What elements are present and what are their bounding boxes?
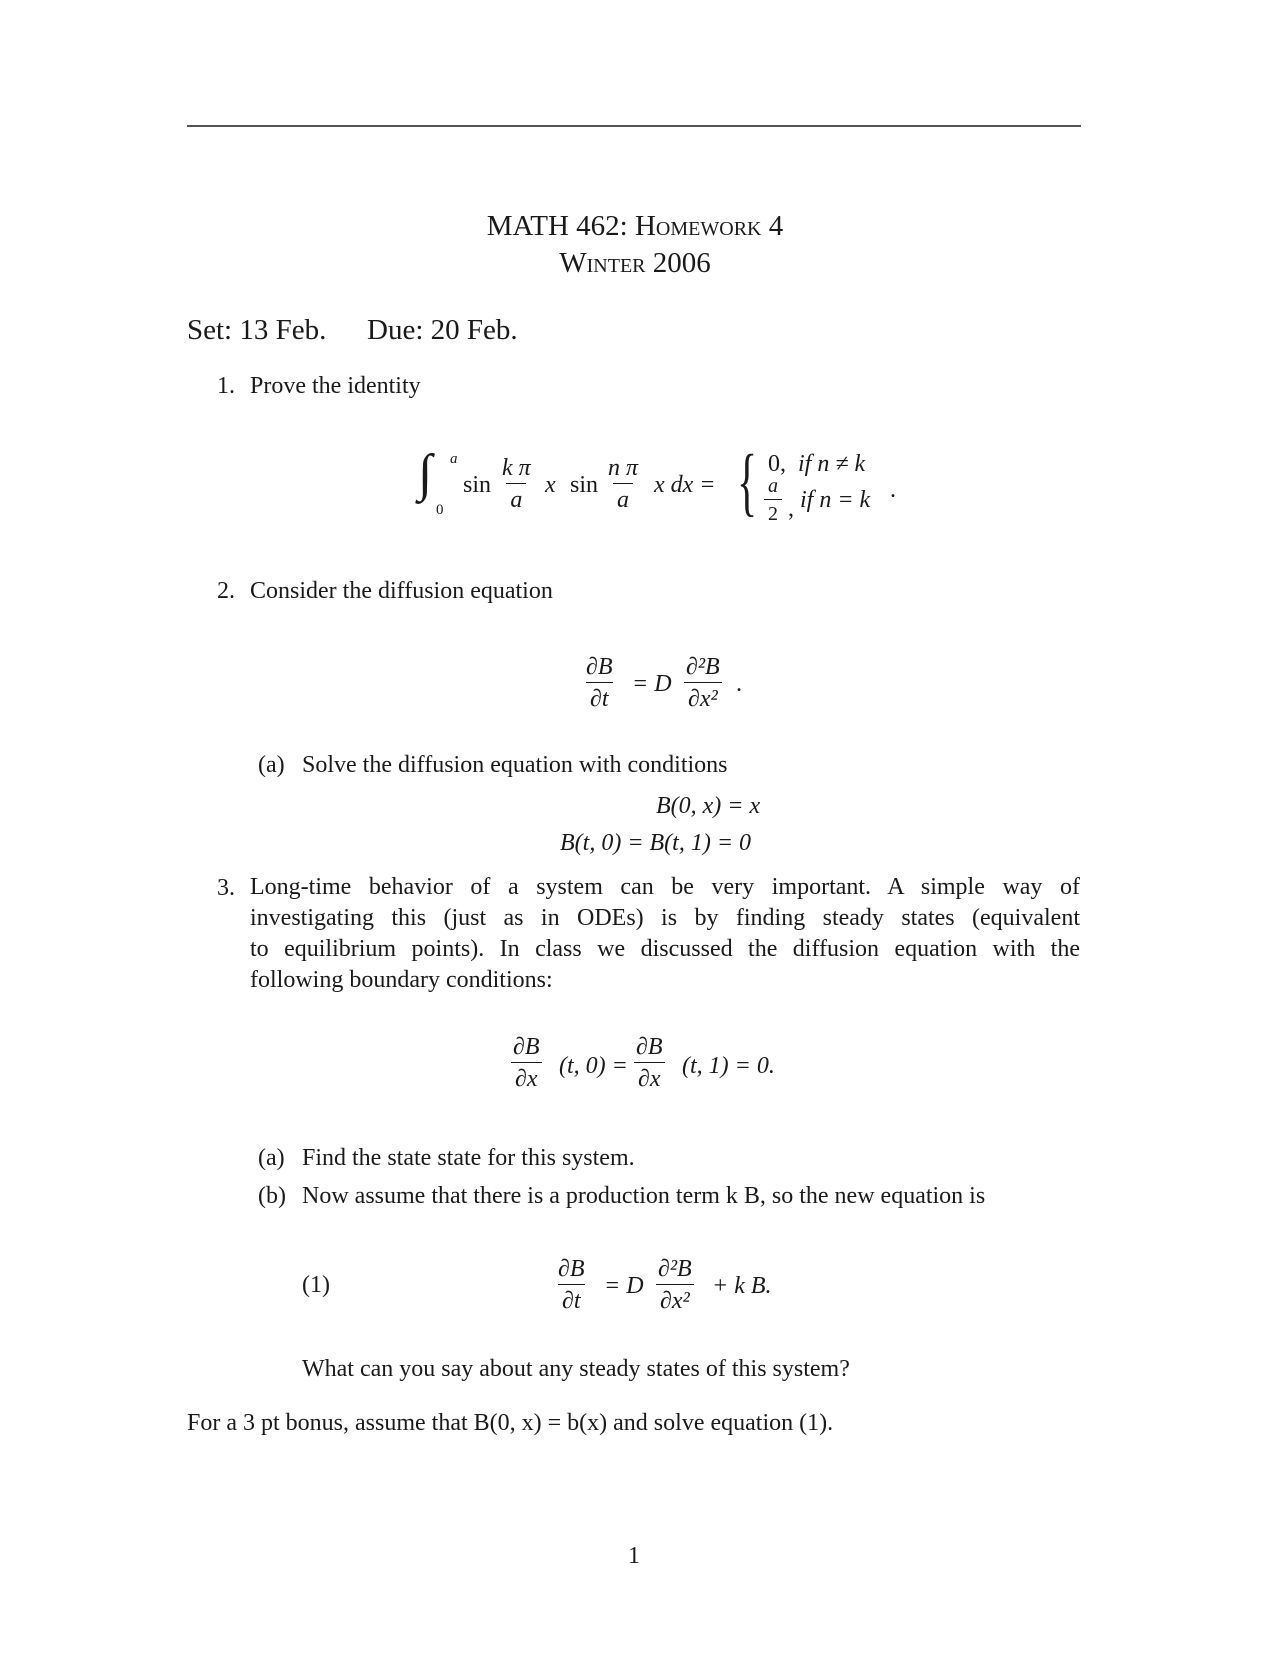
diffusion-rhs-num: ∂²B: [686, 654, 720, 680]
fraction-2: [604, 456, 642, 512]
fraction-2-den: a: [613, 483, 633, 512]
case-2-condition: if n = k: [800, 487, 871, 513]
fraction-1-den: a: [506, 483, 526, 512]
diffusion-period: .: [736, 671, 742, 697]
diffusion-rhs: [682, 655, 724, 711]
diffusion-equals: = D: [632, 671, 672, 697]
diffusion-lhs-num: ∂B: [586, 654, 613, 680]
case-2-den: 2: [764, 499, 782, 524]
diffusion-lhs: [582, 655, 617, 711]
problem-2-text: Consider the diffusion equation: [250, 578, 553, 604]
integral-lower: 0: [436, 502, 444, 518]
due-date: Due: 20 Feb.: [367, 314, 518, 346]
set-date: Set: 13 Feb.: [187, 314, 327, 346]
equation-tag: (1): [302, 1272, 330, 1298]
problem-3b-text: Now assume that there is a production term k B, so the new equation is: [302, 1183, 986, 1209]
problem-3-line-3: to equilibrium points). In class we discussed the diffusion equation with the: [250, 936, 1080, 962]
prod-lhs-num: ∂B: [558, 1256, 585, 1282]
var-x-1: x: [545, 472, 556, 498]
prod-equals: = D: [604, 1273, 644, 1299]
problem-1-text: Prove the identity: [250, 373, 421, 399]
fraction-1: [498, 456, 535, 512]
prod-lhs-den: ∂t: [558, 1284, 585, 1313]
document-title: [0, 212, 1270, 241]
case-1-value: 0,: [768, 451, 786, 477]
problem-3a-label: (a): [258, 1145, 285, 1171]
bc-frac-1-den: ∂x: [511, 1062, 542, 1091]
bc-arg-1: (t, 0) =: [559, 1053, 628, 1079]
title-number: 4: [761, 210, 784, 242]
problem-3-line-1: Long-time behavior of a system can be very important. A simple way of: [250, 874, 1080, 900]
case-1-condition: if n ≠ k: [798, 451, 866, 477]
diffusion-rhs-den: ∂x²: [684, 682, 722, 711]
document-subtitle: [0, 249, 1270, 278]
header-rule: [187, 125, 1081, 127]
problem-3-paragraph: [250, 872, 1080, 996]
case-2-comma: ,: [788, 496, 794, 522]
page-number: 1: [628, 1543, 640, 1569]
boundary-condition: B(t, 0) = B(t, 1) = 0: [560, 830, 752, 856]
problem-3-line-2: investigating this (just as in ODEs) is by finding steady states (equivalent: [250, 905, 1080, 931]
problem-2a-label: (a): [258, 752, 285, 778]
prod-rhs-num: ∂²B: [658, 1256, 692, 1282]
problem-3-number: 3.: [217, 875, 235, 901]
problem-3-line-4: following boundary conditions:: [250, 967, 553, 993]
fraction-2-num: n π: [608, 455, 639, 481]
steady-state-question: What can you say about any steady states of this system?: [302, 1356, 850, 1382]
cases-brace: {: [737, 440, 758, 524]
problem-2-number: 2.: [217, 578, 235, 604]
problem-1-number: 1.: [217, 373, 235, 399]
problem-3a-text: Find the state state for this system.: [302, 1145, 635, 1171]
title-homework: Homework: [634, 210, 762, 242]
title-course: MATH 462:: [486, 210, 635, 242]
problem-3b-label: (b): [258, 1183, 286, 1209]
bc-frac-1-num: ∂B: [513, 1034, 540, 1060]
prod-rhs-den: ∂x²: [656, 1284, 694, 1313]
problem-1-period: .: [890, 477, 896, 503]
subtitle-term: Winter: [559, 247, 646, 279]
bc-arg-2: (t, 1) = 0.: [682, 1053, 775, 1079]
problem-2a-text: Solve the diffusion equation with conditions: [302, 752, 728, 778]
case-2-num: a: [768, 475, 778, 497]
bc-frac-2: [632, 1035, 667, 1091]
bc-frac-1: [509, 1035, 544, 1091]
prod-tail: + k B.: [712, 1273, 772, 1299]
prod-rhs: [654, 1257, 696, 1313]
sin-1: sin: [463, 472, 492, 498]
bonus-text: For a 3 pt bonus, assume that B(0, x) = b(x) and solve equation (1).: [187, 1410, 834, 1436]
bc-frac-2-num: ∂B: [636, 1034, 663, 1060]
fraction-1-num: k π: [502, 455, 531, 481]
integral-upper: a: [450, 451, 458, 467]
initial-condition: B(0, x) = x: [656, 793, 761, 819]
bc-frac-2-den: ∂x: [634, 1062, 665, 1091]
sin-2: sin: [570, 472, 599, 498]
subtitle-year: 2006: [645, 247, 711, 279]
integral-sign: ∫: [418, 445, 433, 502]
integrand-tail: x dx =: [654, 472, 716, 498]
diffusion-lhs-den: ∂t: [586, 682, 613, 711]
case-2-fraction: [764, 476, 782, 524]
prod-lhs: [554, 1257, 589, 1313]
